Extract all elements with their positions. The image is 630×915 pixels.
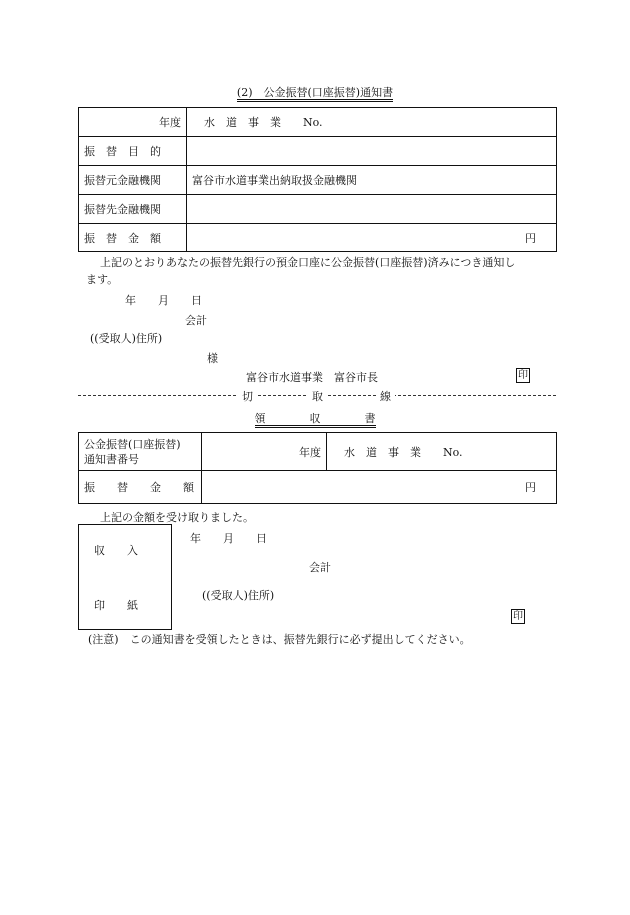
row-fiscal-year [79,108,557,137]
row-destination-bank [79,195,557,224]
receipt-amount-label: 振 替 金 額 [79,471,202,504]
notice-table [78,107,557,252]
revenue-stamp-label-bottom: 印 紙 [94,599,138,612]
revenue-stamp-label-top: 収 入 [94,544,138,557]
row-source-bank [79,166,557,195]
receipt-number-label [79,433,202,471]
notice-caution: (注意) この通知書を受領したときは、振替先銀行に必ず提出してください。 [88,633,471,646]
notice-issuer: 富谷市水道事業 富谷市長 [246,371,378,384]
receipt-title: 領 収 書 [0,410,630,426]
receipt-number-label-a: 公金振替(口座振替) [84,437,181,451]
notice-seal: 印 [518,370,528,381]
notice-address: ((受取人)住所) [90,332,163,345]
source-bank-value: 富谷市水道事業出納取扱金融機関 [187,166,557,195]
source-bank-label: 振替元金融機関 [79,166,187,195]
receipt-number-label-b: 通知書番号 [84,452,139,466]
receipt-accepted: 上記の金額を受け取りました。 [100,511,254,524]
receipt-amount-value: 円 [202,471,557,504]
amount-label: 振 替 金 額 [79,224,187,252]
row-amount [79,224,557,252]
cut-line [78,388,556,402]
receipt-row-amount [79,471,557,504]
amount-value: 円 [187,224,557,252]
receipt-kaikei: 会計 [309,561,331,574]
revenue-stamp-box [78,524,172,630]
notice-kaikei: 会計 [185,314,207,327]
receipt-seal: 印 [513,611,523,622]
cut-line-char-1: 切 [238,388,257,404]
fiscal-year-value: 水 道 事 業 No. [187,108,557,137]
fiscal-year-label: 年度 [79,108,187,137]
receipt-address: ((受取人)住所) [202,589,275,602]
notice-sama: 様 [207,352,218,365]
receipt-number-value: 水 道 事 業 No. [327,433,557,471]
destination-bank-label: 振替先金融機関 [79,195,187,224]
receipt-row-number [79,433,557,471]
cut-line-char-3: 線 [376,388,395,404]
receipt-year-label: 年度 [202,433,327,471]
purpose-label: 振 替 目 的 [79,137,187,166]
receipt-table [78,432,557,504]
destination-bank-value [187,195,557,224]
purpose-value [187,137,557,166]
receipt-date: 年 月 日 [190,532,267,545]
notice-body-line2: ます。 [86,273,119,286]
cut-line-char-2: 取 [308,388,327,404]
notice-date: 年 月 日 [125,294,202,307]
notice-title: (2) 公金振替(口座振替)通知書 [0,84,630,100]
row-purpose [79,137,557,166]
notice-body-line1: 上記のとおりあなたの振替先銀行の預金口座に公金振替(口座振替)済みにつき通知し [100,256,516,269]
